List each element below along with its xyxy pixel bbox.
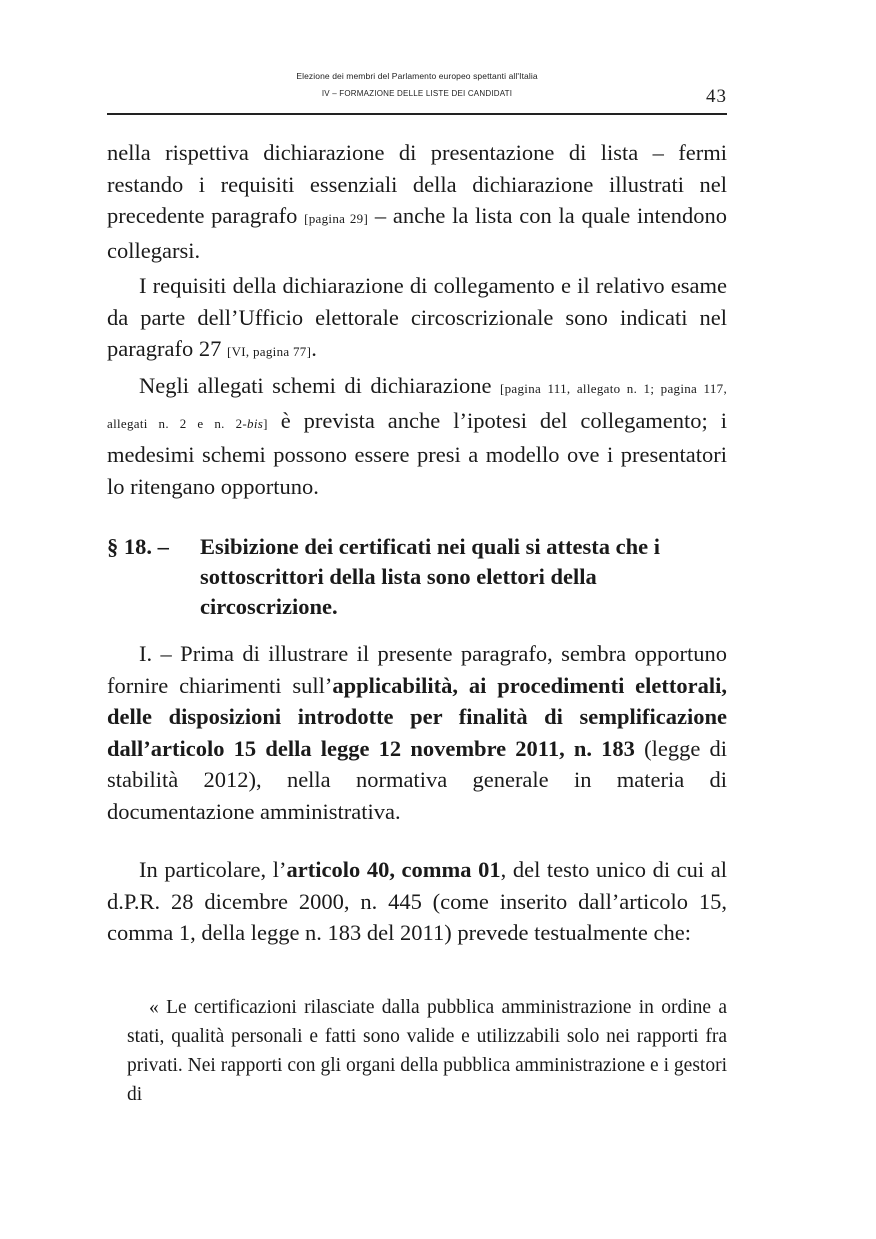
paragraph-text: , del testo unico di cui al d.P.R. 28 dicembre 2000, n. 445 (come inserito dall’articolo 15, comma 1, della legge n. 183 del 2011) prevede testualmente che: xyxy=(107,857,728,945)
paragraph-continuation xyxy=(107,137,727,266)
section-title: Esibizione dei certificati nei quali si attesta che i sottoscrittori della lista sono elettori della circoscrizione. xyxy=(200,534,660,619)
paragraph-text: I. – Prima di illustrare il presente paragrafo, sembra opportuno fornire chiarimenti sull’ xyxy=(107,641,727,698)
paragraph-text: è prevista anche l’ipotesi del collegamento; i medesimi schemi possono essere presi a modello ove i presentatori lo ritengano opportuno. xyxy=(107,407,727,499)
paragraph-allegati xyxy=(107,370,727,502)
running-head-chapter: IV – FORMAZIONE DELLE LISTE DEI CANDIDATI xyxy=(321,89,513,98)
paragraph-text: I requisiti della dichiarazione di collegamento e il relativo esame da parte dell’Ufficio elettorale circoscrizionale sono indicati nel paragrafo 27 xyxy=(107,273,727,361)
page-reference: [pagina 29] xyxy=(304,211,369,226)
paragraph-text: – anche la lista con la quale intendono collegarsi. xyxy=(107,203,727,263)
page-number: 43 xyxy=(706,86,727,107)
header-rule xyxy=(107,113,727,115)
block-quote xyxy=(127,993,727,1109)
paragraph-text: nella rispettiva dichiarazione di presentazione di lista – fermi restando i requisiti essenziali della dichiarazione illustrati nel precedente paragrafo xyxy=(107,140,727,228)
paragraph-text: . xyxy=(311,336,317,361)
paragraph-articolo-40 xyxy=(107,854,727,949)
quote-text: « Le certificazioni rilasciate dalla pubblica amministrazione in ordine a stati, qualità personali e fatti sono valide e utilizzabili solo nei rapporti fra privati. Nei rapporti con gli organi della pubblica amministrazione e i gestori di xyxy=(127,997,727,1105)
running-head-title: Elezione dei membri del Parlamento europeo spettanti all'Italia xyxy=(296,71,538,81)
page-reference: ] xyxy=(263,415,268,431)
section-number: § 18. – xyxy=(107,534,169,559)
page-reference-italic: bis xyxy=(247,415,264,431)
bold-emphasis: applicabilità, ai procedimenti elettorali, delle disposizioni introdotte per finalità di semplificazione dall’articolo 15 della legge 12 novembre 2011, n. 183 xyxy=(107,672,727,761)
page-reference: [VI, pagina 77] xyxy=(226,344,312,359)
paragraph-applicabilita xyxy=(107,638,727,827)
paragraph-requisiti xyxy=(107,270,727,368)
paragraph-text: Negli allegati schemi di dichiarazione xyxy=(139,373,500,398)
section-heading xyxy=(107,532,727,622)
page-reference: [pagina 111, allegato n. 1; pagina 117, allegati n. 2 e n. 2- xyxy=(107,381,727,431)
paragraph-text: In particolare, l’ xyxy=(139,857,287,882)
paragraph-text: (legge di stabilità 2012), nella normativa generale in materia di documentazione amministrativa. xyxy=(107,735,727,824)
running-head xyxy=(107,70,727,100)
bold-emphasis: articolo 40, comma 01 xyxy=(286,857,501,882)
